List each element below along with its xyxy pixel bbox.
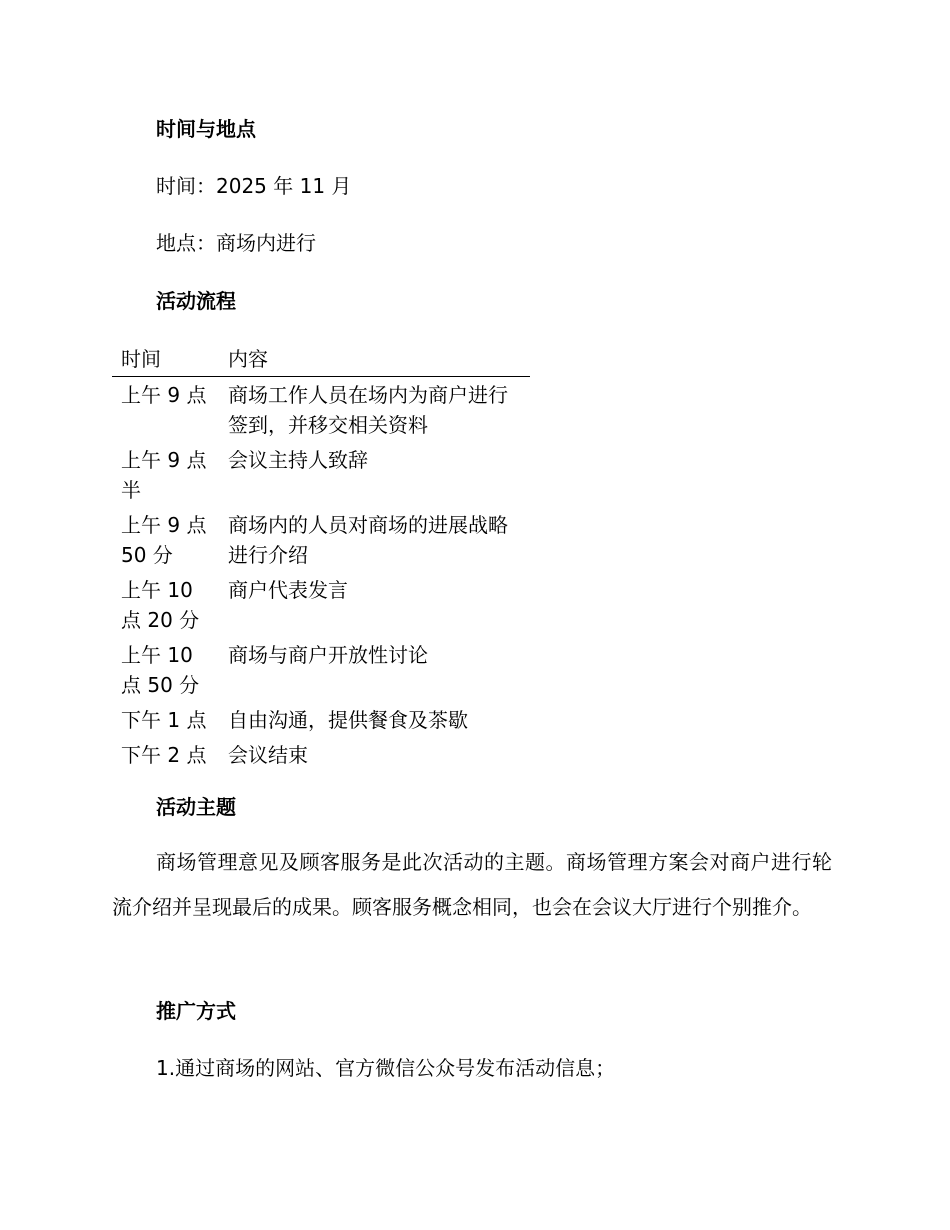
promotion-heading: 推广方式: [156, 999, 236, 1023]
schedule-content-cell: 商场与商户开放性讨论: [228, 643, 428, 667]
table-row: [112, 637, 530, 702]
theme-paragraph: 商场管理意见及顾客服务是此次活动的主题。商场管理方案会对商户进行轮流介绍并呈现最后的成果。顾客服务概念相同，也会在会议大厅进行个别推介。: [112, 850, 832, 919]
promotion-item-1: 1.通过商场的网站、官方微信公众号发布活动信息；: [156, 1056, 616, 1080]
schedule-content-cell: 商户代表发言: [228, 578, 348, 602]
event-place-line: 地点：商场内进行: [156, 231, 316, 255]
schedule-content-cell: 自由沟通，提供餐食及茶歇: [228, 708, 468, 732]
schedule-heading: 活动流程: [156, 289, 236, 313]
schedule-time-cell: 下午 1 点: [121, 708, 207, 732]
schedule-time-cell: 上午 10 点 20 分: [121, 578, 200, 632]
time-place-heading: 时间与地点: [156, 117, 256, 141]
schedule-time-cell: 上午 9 点半: [121, 448, 207, 502]
table-row: [112, 702, 530, 737]
table-row: [112, 442, 530, 507]
column-header-time: 时间: [112, 344, 219, 377]
schedule-content-cell: 会议主持人致辞: [228, 448, 368, 472]
schedule-content-cell: 会议结束: [228, 743, 308, 767]
table-row: [112, 377, 530, 443]
column-header-content: 内容: [219, 344, 530, 377]
schedule-time-cell: 上午 9 点: [121, 383, 207, 407]
table-row: [112, 737, 530, 772]
schedule-time-cell: 下午 2 点: [121, 743, 207, 767]
theme-heading: 活动主题: [156, 795, 236, 819]
table-row: [112, 507, 530, 572]
schedule-header-row: [112, 344, 530, 377]
schedule-content-cell: 商场工作人员在场内为商户进行签到，并移交相关资料: [228, 383, 508, 437]
table-row: [112, 572, 530, 637]
event-time-line: 时间：2025 年 11 月: [156, 174, 352, 198]
schedule-content-cell: 商场内的人员对商场的进展战略进行介绍: [228, 513, 508, 567]
schedule-time-cell: 上午 9 点 50 分: [121, 513, 207, 567]
schedule-time-cell: 上午 10 点 50 分: [121, 643, 200, 697]
schedule-table: [112, 344, 530, 772]
